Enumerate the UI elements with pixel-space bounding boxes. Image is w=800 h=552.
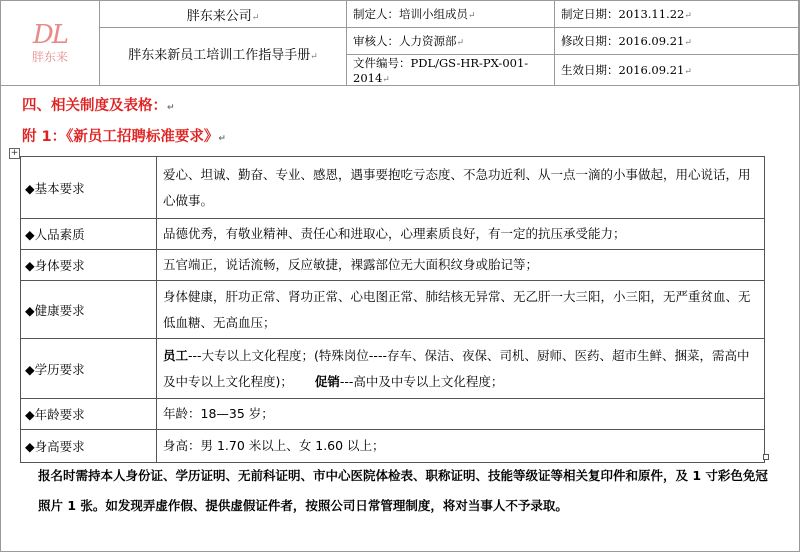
application-note: 报名时需持本人身份证、学历证明、无前科证明、市中心医院体检表、职称证明、技能等级证等相关复印件和原件，及 1 寸彩色免冠照片 1 张。如发现弄虚作假、提供虚假证件者，按照公司日常管理制度，将对当事人不予录取。	[38, 468, 768, 513]
doc-number: 文件编号：PDL/GS-HR-PX-001-2014	[353, 56, 529, 85]
date-effective: 生效日期：2016.09.21	[561, 63, 685, 77]
table-row	[21, 339, 765, 399]
requirement-key: ◆身高要求	[21, 430, 157, 463]
logo-text: 胖东来	[31, 50, 68, 64]
drafter-cell: 制定人：培训小组成员↵	[347, 1, 555, 28]
requirement-key: ◆身体要求	[21, 250, 157, 281]
promoter-label: 促销	[314, 373, 340, 389]
table-row	[21, 219, 765, 250]
doc-number-cell: 文件编号：PDL/GS-HR-PX-001-2014↵	[347, 55, 555, 86]
date-revised-cell: 修改日期：2016.09.21↵	[555, 28, 799, 55]
promoter-education: ---高中及中专以上文化程度；	[339, 373, 504, 389]
date-made: 制定日期：2013.11.22	[561, 7, 685, 21]
requirement-key: ◆基本要求	[21, 157, 157, 219]
requirements-table	[20, 156, 765, 463]
requirement-value: 年龄：18—35 岁；	[157, 399, 765, 430]
company-logo	[32, 22, 68, 64]
table-move-handle-icon[interactable]: +	[10, 148, 19, 158]
requirement-value	[157, 339, 765, 399]
date-effective-cell: 生效日期：2016.09.21↵	[555, 55, 799, 86]
document-header-table	[0, 0, 799, 86]
section-title: 四、相关制度及表格：↵	[22, 98, 175, 114]
table-row	[21, 250, 765, 281]
requirement-key: ◆年龄要求	[21, 399, 157, 430]
table-row	[21, 399, 765, 430]
employee-label: 员工	[163, 347, 189, 363]
requirement-key: ◆人品素质	[21, 219, 157, 250]
appendix-title-text: 附 1：《新员工招聘标准要求》	[22, 129, 219, 145]
table-row	[21, 430, 765, 463]
requirement-key: ◆学历要求	[21, 339, 157, 399]
requirement-value: 品德优秀，有敬业精神、责任心和进取心，心理素质良好，有一定的抗压承受能力；	[157, 219, 765, 250]
date-revised: 修改日期：2016.09.21	[561, 34, 685, 48]
requirement-value: 爱心、坦诚、勤奋、专业、感恩，遇事要抱吃亏态度、不急功近利、从一点一滴的小事做起，用心说话，用心做事。	[157, 157, 765, 219]
requirement-key: ◆健康要求	[21, 281, 157, 339]
logo-mark: DL	[32, 20, 68, 50]
reviewer: 审核人：人力资源部	[353, 34, 457, 48]
requirement-value: 五官端正，说话流畅，反应敏捷，裸露部位无大面积纹身或胎记等；	[157, 250, 765, 281]
appendix-title: 附 1：《新员工招聘标准要求》↵	[22, 129, 226, 145]
reviewer-cell: 审核人：人力资源部↵	[347, 28, 555, 55]
drafter: 制定人：培训小组成员	[353, 7, 468, 21]
company-name: 胖东来公司	[186, 8, 252, 24]
date-made-cell: 制定日期：2013.11.22↵	[555, 1, 799, 28]
table-resize-handle[interactable]	[763, 454, 769, 460]
doc-title-cell: 胖东来新员工培训工作指导手册↵	[100, 28, 347, 86]
table-row	[21, 157, 765, 219]
table-row	[21, 281, 765, 339]
doc-title: 胖东来新员工培训工作指导手册	[128, 48, 311, 63]
employee-education: ---大专以上文化程度；(特殊岗位----存车、保洁、夜保、司机、厨师、医药、超市生鲜、捆菜，需高中及中专以上文化程度)；	[163, 347, 750, 389]
requirement-value: 身体健康，肝功正常、肾功正常、心电图正常、肺结核无异常、无乙肝一大三阳，小三阳，无严重贫血、无低血糖、无高血压；	[157, 281, 765, 339]
company-name-cell: 胖东来公司↵	[100, 1, 347, 28]
section-title-text: 四、相关制度及表格：	[22, 98, 167, 114]
requirement-value: 身高：男 1.70 米以上、女 1.60 以上；	[157, 430, 765, 463]
logo-cell	[1, 1, 100, 86]
